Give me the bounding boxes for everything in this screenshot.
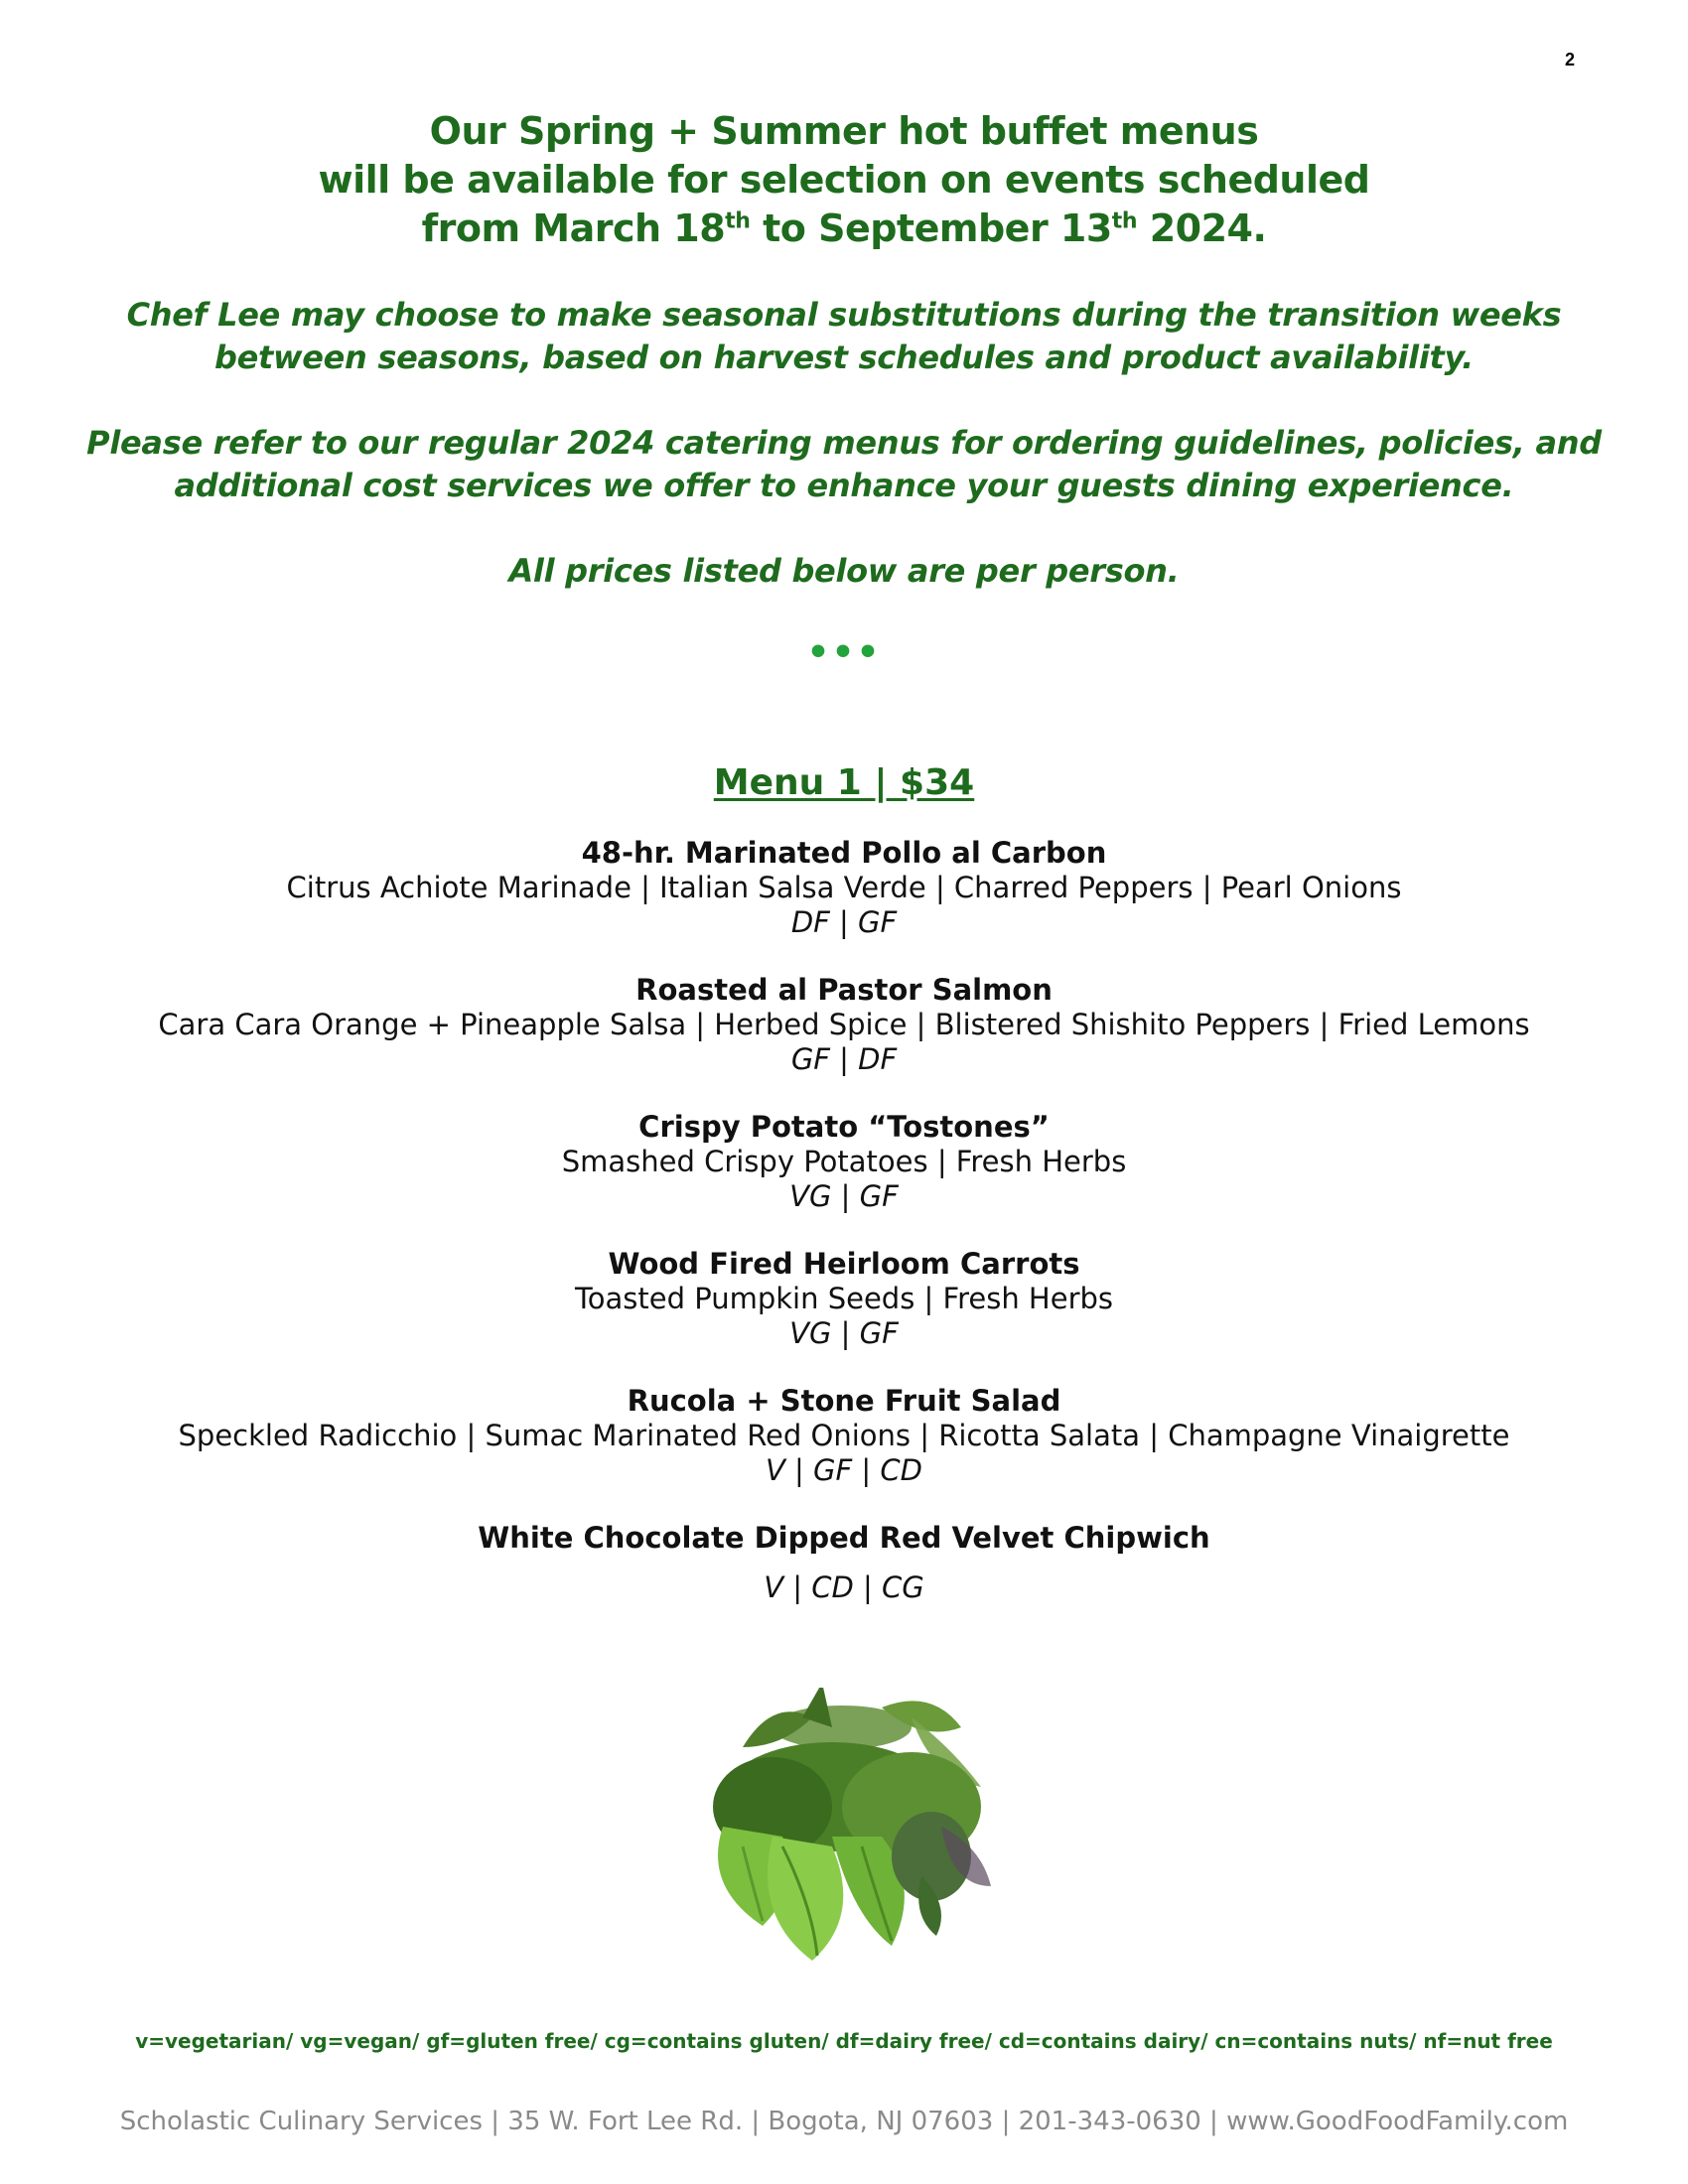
footer-contact: Scholastic Culinary Services | 35 W. Fort Lee Rd. | Bogota, NJ 07603 | 201-343-0630 | www.GoodFoodFamily.com xyxy=(119,2107,1569,2136)
dish-name: Crispy Potato “Tostones” xyxy=(638,1110,1050,1144)
refer-note xyxy=(0,422,1688,507)
dish-description: Speckled Radicchio | Sumac Marinated Red Onions | Ricotta Salata | Champagne Vinaigrette xyxy=(178,1419,1510,1452)
refer-note-line-2: additional cost services we offer to enhance your guests dining experience. xyxy=(174,467,1514,504)
chef-note-line-2: between seasons, based on harvest schedules and product availability. xyxy=(213,339,1474,376)
menu-dish xyxy=(0,1384,1688,1488)
ordinal-suffix: th xyxy=(725,208,751,234)
notes-section xyxy=(0,294,1688,635)
menu-dish xyxy=(0,973,1688,1077)
dish-tags: GF | DF xyxy=(790,1042,898,1076)
dish-name: Rucola + Stone Fruit Salad xyxy=(627,1384,1061,1418)
dish-description: Toasted Pumpkin Seeds | Fresh Herbs xyxy=(574,1282,1114,1315)
menu-dish xyxy=(0,1521,1688,1605)
dish-tags: DF | GF xyxy=(790,905,898,939)
prices-note: All prices listed below are per person. xyxy=(508,552,1180,590)
dish-name: 48-hr. Marinated Pollo al Carbon xyxy=(581,836,1107,870)
headline xyxy=(0,107,1688,253)
chef-note xyxy=(0,294,1688,379)
dish-tags: VG | GF xyxy=(789,1179,899,1213)
headline-line-3c: 2024. xyxy=(1136,206,1267,250)
headline-line-2: will be available for selection on events scheduled xyxy=(318,158,1370,202)
menu-title: Menu 1 | $34 xyxy=(713,762,975,803)
dish-description: Citrus Achiote Marinade | Italian Salsa Verde | Charred Peppers | Pearl Onions xyxy=(286,871,1402,904)
separator-dots: ••• xyxy=(806,632,882,673)
dish-name: Wood Fired Heirloom Carrots xyxy=(608,1247,1080,1281)
dish-name: White Chocolate Dipped Red Velvet Chipwich xyxy=(478,1521,1210,1555)
headline-line-3a: from March 18 xyxy=(421,206,726,250)
menu-dish xyxy=(0,1110,1688,1214)
menu-dish xyxy=(0,836,1688,940)
chef-note-line-1: Chef Lee may choose to make seasonal substitutions during the transition weeks xyxy=(126,296,1562,334)
dish-tags: V | GF | CD xyxy=(766,1453,922,1487)
ordinal-suffix: th xyxy=(1111,208,1137,234)
menu-dish xyxy=(0,1247,1688,1351)
dish-tags: V | CD | CG xyxy=(764,1570,924,1604)
refer-note-line-1: Please refer to our regular 2024 catering menus for ordering guidelines, policies, and xyxy=(86,424,1602,462)
menu-items xyxy=(0,836,1688,1638)
dish-description: Smashed Crispy Potatoes | Fresh Herbs xyxy=(561,1145,1127,1178)
dish-tags: VG | GF xyxy=(789,1316,899,1350)
fresh-herbs-icon xyxy=(683,1688,1001,1971)
dish-description: Cara Cara Orange + Pineapple Salsa | Herbed Spice | Blistered Shishito Peppers | Fried Lemons xyxy=(158,1008,1530,1041)
dietary-legend: v=vegetarian/ vg=vegan/ gf=gluten free/ cg=contains gluten/ df=dairy free/ cd=contains dairy/ cn=contains nuts/ nf=nut free xyxy=(135,2029,1553,2053)
headline-line-3 xyxy=(0,205,1688,253)
headline-line-1: Our Spring + Summer hot buffet menus xyxy=(429,109,1259,153)
headline-line-3b: to September 13 xyxy=(750,206,1112,250)
page-number: 2 xyxy=(1564,50,1575,69)
dish-name: Roasted al Pastor Salmon xyxy=(635,973,1053,1007)
herb-leaves xyxy=(713,1688,991,1961)
